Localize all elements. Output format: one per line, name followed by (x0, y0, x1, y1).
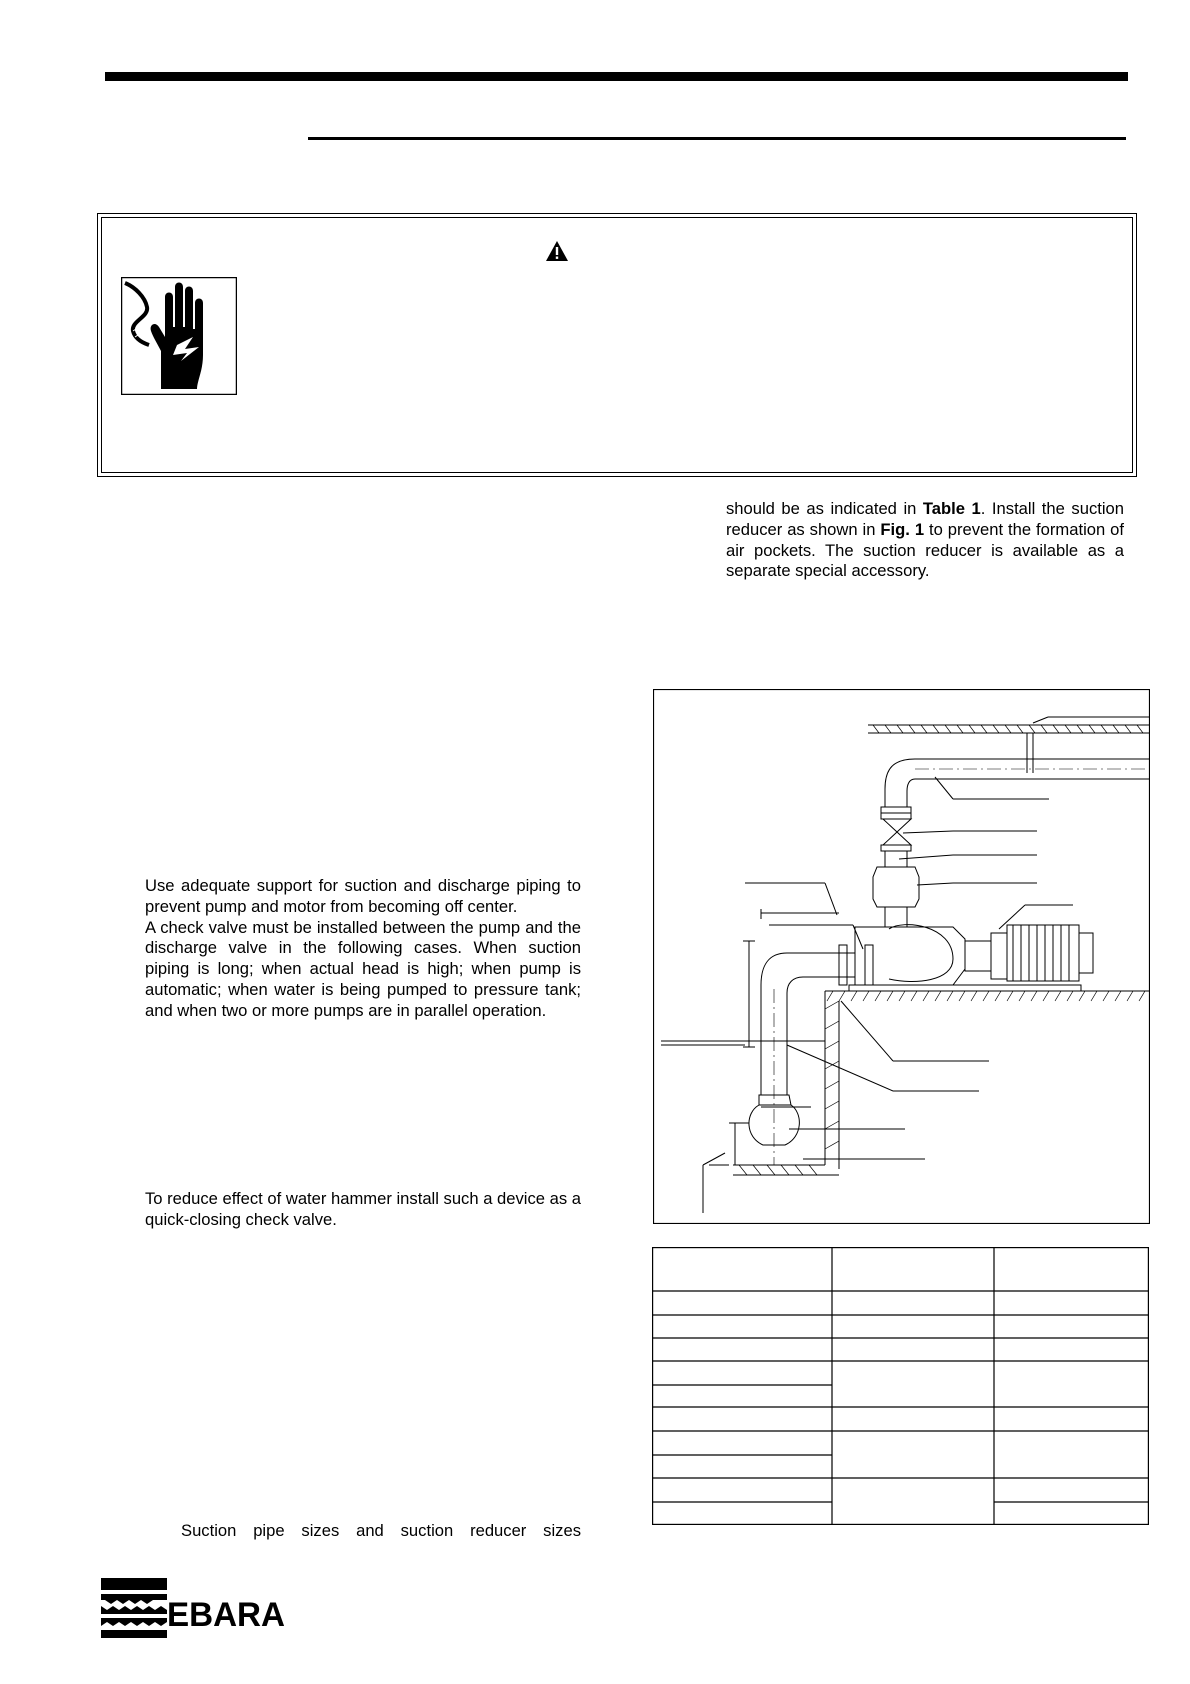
suction-sizes-paragraph: Suction pipe sizes and suction reducer sizes (181, 1521, 581, 1540)
paragraph-text: . Install the suction reducer as shown in (726, 499, 1124, 539)
suction-reducer-paragraph (726, 499, 1124, 582)
ebara-logo (101, 1578, 287, 1638)
logo-wordmark: EBARA (167, 1596, 285, 1634)
warning-box (97, 213, 1137, 477)
support-text: Use adequate support for suction and discharge piping to prevent pump and motor from becoming off center. (145, 876, 581, 916)
table-reference: Table 1 (922, 499, 981, 518)
electric-shock-hand-icon (121, 277, 237, 395)
warning-triangle-icon (545, 240, 569, 262)
piping-support-paragraph (145, 876, 581, 1022)
suction-size-table (652, 1247, 1149, 1525)
pump-installation-figure (653, 689, 1150, 1224)
paragraph-text: should be as indicated in (726, 499, 923, 518)
paragraph-text: to prevent the formation of air pockets. The suction reducer is available as a separate special accessory. (726, 519, 1124, 581)
header-rule-thin (308, 137, 1126, 140)
water-hammer-paragraph: To reduce effect of water hammer install such a device as a quick-closing check valve. (145, 1189, 581, 1229)
check-valve-text: A check valve must be installed between the pump and the discharge valve in the following cases. When suction piping is long; when actual head is high; when pump is automatic; when water is being pumped to pressure tank; and when two or more pumps are in parallel operation. (145, 917, 581, 1020)
figure-reference: Fig. 1 (880, 519, 925, 539)
header-rule-thick (105, 72, 1128, 81)
